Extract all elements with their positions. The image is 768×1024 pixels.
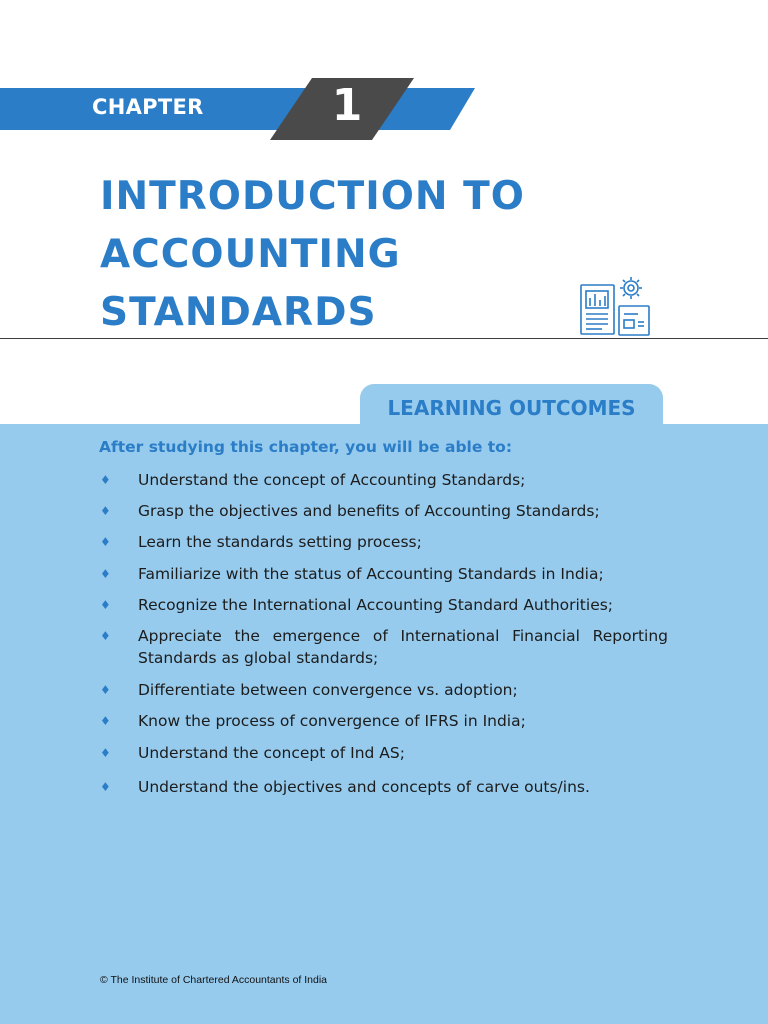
chapter-title-line: INTRODUCTION TO (100, 174, 525, 219)
diamond-bullet-icon: ♦ (100, 567, 111, 581)
list-item-text: Know the process of convergence of IFRS in India; (138, 712, 526, 730)
chapter-title-line: ACCOUNTING (100, 232, 401, 277)
list-item-text: Learn the standards setting process; (138, 533, 422, 551)
list-item-text: Understand the concept of Accounting Standards; (138, 471, 526, 489)
list-item (100, 563, 668, 585)
list-item (100, 776, 668, 798)
accounting-documents-gear-icon (578, 276, 652, 338)
diamond-bullet-icon: ♦ (100, 535, 111, 549)
diamond-bullet-icon: ♦ (100, 746, 111, 760)
diamond-bullet-icon: ♦ (100, 598, 111, 612)
list-item (100, 500, 668, 522)
chapter-number: 1 (331, 80, 363, 131)
diamond-bullet-icon: ♦ (100, 473, 111, 487)
diamond-bullet-icon: ♦ (100, 504, 111, 518)
title-divider (0, 338, 768, 339)
list-item-text: Appreciate the emergence of International Financial Reporting Standards as global standards; (138, 627, 668, 667)
chapter-label: CHAPTER (92, 95, 204, 119)
list-item-text: Understand the concept of Ind AS; (138, 744, 405, 762)
list-item (100, 594, 668, 616)
list-item (100, 531, 668, 553)
list-item (100, 625, 668, 669)
list-item-text: Familiarize with the status of Accounting Standards in India; (138, 565, 604, 583)
chapter-title-line: STANDARDS (100, 290, 377, 335)
learning-outcomes-heading: LEARNING OUTCOMES (387, 396, 636, 420)
list-item (100, 469, 668, 491)
chapter-title (100, 168, 525, 342)
list-item (100, 742, 668, 764)
chapter-banner-shape (0, 78, 480, 140)
diamond-bullet-icon: ♦ (100, 683, 111, 697)
diamond-bullet-icon: ♦ (100, 780, 111, 794)
list-item (100, 710, 668, 732)
list-item (100, 679, 668, 701)
copyright-footer: © The Institute of Chartered Accountants of India (100, 974, 328, 986)
list-item-text: Recognize the International Accounting Standard Authorities; (138, 596, 614, 614)
diamond-bullet-icon: ♦ (100, 629, 111, 643)
diamond-bullet-icon: ♦ (100, 714, 111, 728)
learning-outcomes-intro: After studying this chapter, you will be able to: (99, 438, 513, 456)
chapter-banner (0, 78, 480, 140)
list-item-text: Differentiate between convergence vs. adoption; (138, 681, 518, 699)
list-item-text: Understand the objectives and concepts of carve outs/ins. (138, 778, 590, 796)
list-item-text: Grasp the objectives and benefits of Accounting Standards; (138, 502, 600, 520)
